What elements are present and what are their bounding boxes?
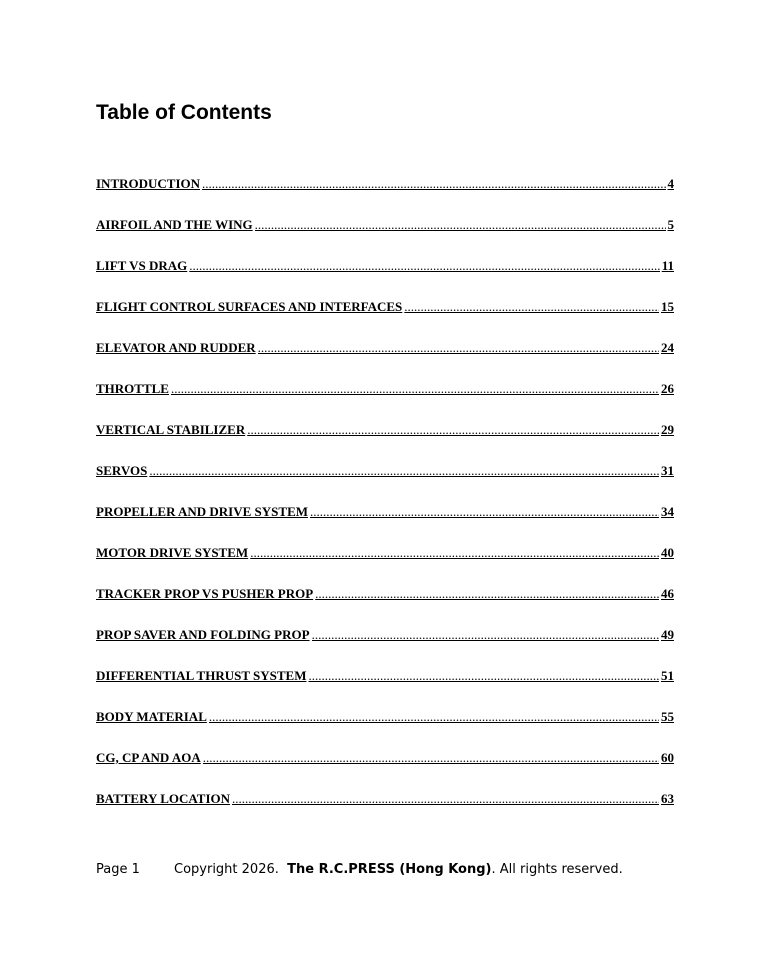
toc-entry-label: FLIGHT CONTROL SURFACES AND INTERFACES bbox=[96, 299, 403, 314]
toc-entry[interactable] bbox=[96, 217, 674, 258]
toc-entry-label: BODY MATERIAL bbox=[96, 709, 207, 724]
toc-entry-page-number: 51 bbox=[661, 668, 674, 683]
toc-entry[interactable] bbox=[96, 258, 674, 299]
toc-entry-page-number: 34 bbox=[661, 504, 674, 519]
toc-entry-label: TRACKER PROP VS PUSHER PROP bbox=[96, 586, 314, 601]
toc-entry-page-number: 4 bbox=[667, 176, 674, 191]
toc-dot-leader bbox=[308, 668, 659, 684]
toc-entry[interactable] bbox=[96, 422, 674, 463]
toc-dot-leader bbox=[310, 504, 659, 520]
toc-dot-leader bbox=[202, 176, 665, 192]
toc-entry[interactable] bbox=[96, 709, 674, 750]
toc-entry-page-number: 15 bbox=[661, 299, 674, 314]
toc-dot-leader bbox=[189, 258, 659, 274]
toc-dot-leader bbox=[255, 217, 666, 233]
toc-entry-page-number: 63 bbox=[661, 791, 674, 806]
toc-dot-leader bbox=[404, 299, 659, 315]
toc-entry[interactable] bbox=[96, 750, 674, 791]
toc-entry-label: THROTTLE bbox=[96, 381, 169, 396]
toc-dot-leader bbox=[258, 340, 659, 356]
toc-entry-label: CG, CP AND AOA bbox=[96, 750, 201, 765]
toc-dot-leader bbox=[209, 709, 659, 725]
toc-dot-leader bbox=[203, 750, 659, 766]
toc-entry[interactable] bbox=[96, 545, 674, 586]
toc-entry-page-number: 26 bbox=[661, 381, 674, 396]
toc-entry[interactable] bbox=[96, 299, 674, 340]
toc-entry[interactable] bbox=[96, 627, 674, 668]
toc-entry-page-number: 29 bbox=[661, 422, 674, 437]
toc-entry-label: SERVOS bbox=[96, 463, 148, 478]
footer-copyright: Copyright 2026. bbox=[174, 862, 279, 877]
footer-page-number: Page 1 bbox=[96, 862, 140, 877]
toc-entry-label: DIFFERENTIAL THRUST SYSTEM bbox=[96, 668, 307, 683]
toc-dot-leader bbox=[247, 422, 659, 438]
toc-dot-leader bbox=[232, 791, 659, 807]
toc-entry[interactable] bbox=[96, 381, 674, 422]
toc-entry[interactable] bbox=[96, 791, 674, 832]
toc-entry[interactable] bbox=[96, 176, 674, 217]
page-footer bbox=[96, 862, 623, 877]
toc-dot-leader bbox=[171, 381, 659, 397]
toc-entry-page-number: 24 bbox=[661, 340, 674, 355]
toc-entry[interactable] bbox=[96, 504, 674, 545]
toc-dot-leader bbox=[250, 545, 659, 561]
toc-entry-page-number: 49 bbox=[661, 627, 674, 642]
footer-rights: . All rights reserved. bbox=[491, 862, 623, 877]
toc-entry[interactable] bbox=[96, 340, 674, 381]
toc-dot-leader bbox=[149, 463, 659, 479]
toc-entry-page-number: 31 bbox=[661, 463, 674, 478]
toc-entry-label: INTRODUCTION bbox=[96, 176, 201, 191]
toc-entry-page-number: 60 bbox=[661, 750, 674, 765]
table-of-contents bbox=[96, 176, 674, 832]
toc-entry-label: VERTICAL STABILIZER bbox=[96, 422, 246, 437]
toc-entry-page-number: 55 bbox=[661, 709, 674, 724]
toc-entry-label: LIFT VS DRAG bbox=[96, 258, 188, 273]
page-title: Table of Contents bbox=[96, 101, 272, 124]
toc-entry-page-number: 5 bbox=[667, 217, 674, 232]
toc-entry[interactable] bbox=[96, 586, 674, 627]
toc-entry-label: ELEVATOR AND RUDDER bbox=[96, 340, 256, 355]
toc-entry-page-number: 46 bbox=[661, 586, 674, 601]
toc-dot-leader bbox=[315, 586, 659, 602]
toc-entry-label: PROPELLER AND DRIVE SYSTEM bbox=[96, 504, 309, 519]
toc-entry-label: MOTOR DRIVE SYSTEM bbox=[96, 545, 249, 560]
toc-entry[interactable] bbox=[96, 463, 674, 504]
toc-entry-page-number: 40 bbox=[661, 545, 674, 560]
toc-entry-label: AIRFOIL AND THE WING bbox=[96, 217, 253, 232]
toc-entry-label: BATTERY LOCATION bbox=[96, 791, 231, 806]
footer-publisher: The R.C.PRESS (Hong Kong) bbox=[287, 862, 492, 877]
toc-entry-label: PROP SAVER AND FOLDING PROP bbox=[96, 627, 310, 642]
toc-entry[interactable] bbox=[96, 668, 674, 709]
toc-dot-leader bbox=[312, 627, 659, 643]
toc-entry-page-number: 11 bbox=[661, 258, 674, 273]
